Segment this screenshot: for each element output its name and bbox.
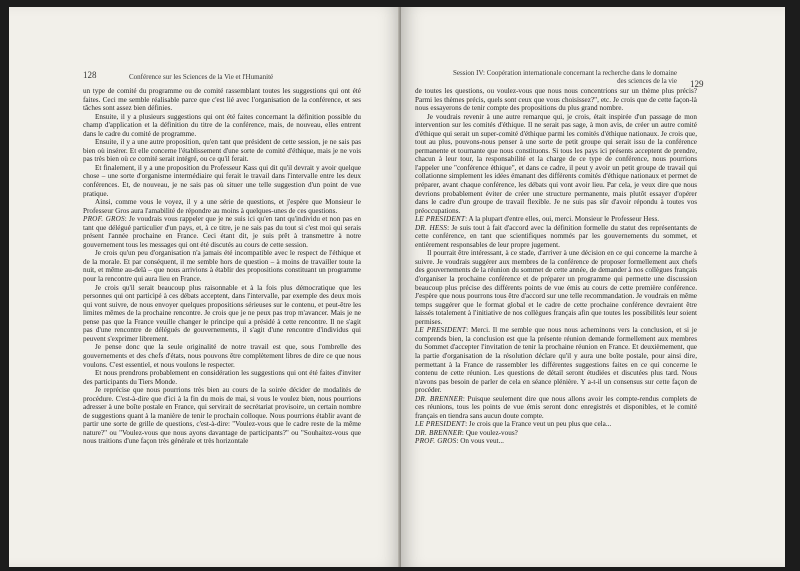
paragraph-text: de toutes les questions, ou voulez-vous que nous nous concentrions sur un thème plus précis? Parmi les thèmes précis, quels sont ceux que vous choisissez?", etc. Je crois que de cette façon-là nous essayerons de tenir compte des propositions du plus grand nombre.: [415, 87, 697, 113]
left-page: [9, 7, 401, 567]
paragraph-text: Je pense donc que la seule originalité de notre travail est que, sous l'ombrelle des gouvernements et des chefs d'états, nous pouvons être complètement libres de dire ce que nous voulons. C'est essentiel, et nous voulons le respecter.: [83, 343, 361, 369]
speaker-name: PROF. GROS: [415, 437, 457, 446]
paragraph: [83, 164, 361, 198]
right-body-text: [415, 87, 697, 446]
paragraph-text: Je suis tout à fait d'accord avec la définition formelle du statut des représentants de cette conférence, en tant que scientifiques nommés par les gouvernements du sommet, et entièrement responsables de leur propre jugement.: [415, 223, 697, 249]
right-running-head-line1: Session IV: Coopération internationale concernant la recherche dans le domaine: [453, 69, 677, 77]
paragraph-text: Ensuite, il y a une autre proposition, qu'en tant que président de cette session, je ne sais pas bien où insérer. Et elle concerne l'établissement d'une sorte de comité d'éthique, mais je ne vois pas très bien où ce comité serait intégré, ou ce qu'il ferait.: [83, 138, 361, 164]
right-page-number: 129: [690, 79, 704, 89]
left-running-head: Conférence sur les Sciences de la Vie et l'Humanité: [129, 73, 274, 81]
paragraph-text: Je voudrais revenir à une autre remarque qui, je crois, était inspirée d'un passage de mon intervention sur les comités d'éthique. Il ne serait pas sage, à mon avis, de créer un autre comité d'éthique qui serait un super-comité d'éthique parmi les comités d'éthique nationaux. Je crois que, tout au plus, pouvons-nous penser à une sorte de petit groupe qui serait issu de la conférence permanente et tournante que nous constituons. Si tous les pays ici présents acceptent de prendre, chacun à leur tour, la responsabilité et la charge de ce type de conférence, nous pourrions l'appeler une "conférence éthique", et dans ce cadre, il peut y avoir un petit groupe de travail qui collationne simplement les idées émanant des différents comités d'éthique nationaux et permet de préparer, avant chaque conférence, les débats qui vont avoir lieu. Par cela, je veux dire que nous devrions probablement éviter de créer une structure permanente, mais plutôt essayer d'opérer dans le cadre d'un groupe de travail flexible. Je ne suis pas sûr d'avoir répondu à toutes vos préoccupations.: [415, 112, 697, 215]
paragraph: [83, 138, 361, 164]
paragraph-text: Je crois qu'il serait beaucoup plus raisonnable et à la fois plus démocratique que les personnes qui ont participé à ces débats acceptent, dans l'intervalle, par exemple des deux mois qui vont suivre, de nous envoyer quelques propositions sérieuses sur le contenu, et peut-être les limites mêmes de la prochaine rencontre. Je crois que je ne peux pas trop m'avancer. Mais je ne pense pas que la France veuille changer le principe qui a présidé à cette rencontre. Il ne s'agit pas d'une rencontre de délégués de gouvernements, il s'agit d'une rencontre d'individus qui peuvent s'exprimer librement.: [83, 283, 361, 343]
paragraph-text: A la plupart d'entre elles, oui, merci. Monsieur le Professeur Hess.: [468, 215, 660, 224]
paragraph-text: Que voulez-vous?: [465, 428, 518, 437]
paragraph: PROF. GROS: On vous veut...: [415, 437, 504, 446]
paragraph: DR. HESS: Je suis tout à fait d'accord avec la définition formelle du statut des représentants de cette conférence, en tant que scientifiques nommés par les gouvernements du sommet, et entièrement responsables de leur propre jugement.: [415, 223, 697, 249]
right-running-head: [445, 70, 677, 85]
paragraph: LE PRESIDENT: Je crois que la France veut un peu plus que cela...: [415, 420, 612, 429]
paragraph-text: Je crois qu'un peu d'organisation n'a jamais été incompatible avec le respect de l'éthique et de la morale. Et par conséquent, il me semble hors de question – à moins de travailler toute la nuit, et même au-delà – que nous arrivions à établir des propositions constituant un programme pour la rencontre qui aura lieu en France.: [83, 249, 361, 284]
speaker-name: LE PRESIDENT: [415, 326, 467, 335]
paragraph: [415, 113, 697, 216]
paragraph: LE PRESIDENT: Merci. Il me semble que nous nous acheminons vers la conclusion, et si je comprends bien, la conclusion est que la présente réunion demande formellement aux membres du Sommet d'accepter l'invitation de tenir la prochaine réunion en France. Et deuxièmement, que la partie d'organisation de la résolution déclare qu'il y aura une boîte postale, pour ainsi dire, permettant à la France de rassembler les différentes suggestions faites en ce qui concerne le contenu de cette réunion. Les questions de détail seront étudiées et discutées plus tard. Nous n'avons pas besoin de parler de cela en séance plénière. Y a-t-il un consensus sur cette façon de procéder.: [415, 326, 697, 395]
left-page-number: 128: [83, 70, 97, 80]
paragraph: [83, 386, 361, 446]
paragraph: [83, 284, 361, 344]
paragraph-text: Puisque seulement dire que nous allons avoir les compte-rendus complets de ces réunions, tous les points de vue émis seront donc enregistrés et disponibles, et le comité français en tiendra sans aucun doute compte.: [415, 394, 697, 420]
paragraph: [83, 198, 361, 215]
paragraph: [415, 87, 697, 113]
paragraph: PROF. GROS: Je voudrais vous rappeler que je ne suis ici qu'en tant qu'individu et non pas en tant que délégué particulier d'un pays, et, à ce titre, je ne sais pas du tout si c'est moi qui serais présent l'année prochaine en France. Ceci étant dit, je suis prêt à transmettre à notre gouvernement tous les messages qui ont été discutés au cours de cette session.: [83, 215, 361, 249]
paragraph-text: On vous veut...: [460, 437, 504, 446]
paragraph-text: un type de comité du programme ou de comité rassemblant toutes les suggestions qui ont été faites. Ceci me semble réalisable parce que c'est lié avec l'organisation de la conférence, et ses tâches sont assez bien définies.: [83, 87, 361, 113]
paragraph-text: Il pourrait être intéressant, à ce stade, d'arriver à une décision en ce qui concerne la marche à suivre. Je voudrais suggérer aux membres de la conférence de proposer formellement aux chefs des gouvernements de la réunion du sommet de cette année, de demander à nos collègues français d'organiser la prochaine conférence et de préparer un programme qui permette une discussion beaucoup plus précise des différents points de vue émis au cours de cette première conférence. J'espère que nous pourrons tous être d'accord sur une telle recommandation. Je voudrais en même temps suggérer que le format global et le cadre de cette prochaine conférence devraient être laissés totalement à l'initiative de nos collègues français afin que toutes les possibilités leur soient permises.: [415, 249, 697, 326]
paragraph: [415, 249, 697, 326]
paragraph-text: Merci. Il me semble que nous nous acheminons vers la conclusion, et si je comprends bien, la conclusion est que la présente réunion demande formellement aux membres du Sommet d'accepter l'invitation de tenir la prochaine réunion en France. Et deuxièmement, que la partie d'organisation de la résolution déclare qu'il y aura une boîte postale, pour ainsi dire, permettant à la France de rassembler les différentes suggestions faites en ce qui concerne le contenu de cette réunion. Les questions de détail seront étudiées et discutées plus tard. Nous n'avons pas besoin de parler de cela en séance plénière. Y a-t-il un consensus sur cette façon de procéder.: [415, 326, 697, 395]
paragraph-text: Je voudrais vous rappeler que je ne suis ici qu'en tant qu'individu et non pas en tant que délégué particulier d'un pays, et, à ce titre, je ne sais pas du tout si c'est moi qui serais présent l'année prochaine en France. Ceci étant dit, je suis prêt à transmettre à notre gouvernement tous les messages qui ont été discutés au cours de cette session.: [83, 215, 361, 249]
paragraph: DR. BRENNER: Puisque seulement dire que nous allons avoir les compte-rendus complets de ces réunions, tous les points de vue émis seront donc enregistrés et disponibles, et le comité français en tiendra sans aucun doute compte.: [415, 394, 697, 420]
speaker-name: DR. HESS: [415, 223, 448, 232]
speaker-name: DR. BRENNER: [415, 428, 462, 437]
paragraph: [83, 369, 361, 386]
paragraph: DR. BRENNER: Que voulez-vous?: [415, 428, 518, 437]
right-running-head-line2: des sciences de la vie: [617, 76, 677, 85]
paragraph: [83, 113, 361, 139]
paragraph-text: Et nous prendrons probablement en considération les suggestions qui ont été faites d'inviter des participants du Tiers Monde.: [83, 369, 361, 386]
paragraph-text: Ensuite, il y a plusieurs suggestions qui ont été faites concernant la définition possible du champ d'application et la définition du titre de la conférence, mais, de nouveau, elles entrent dans le cadre du comité de programme.: [83, 112, 361, 138]
paragraph: LE PRESIDENT: A la plupart d'entre elles, oui, merci. Monsieur le Professeur Hess.: [415, 215, 660, 224]
paragraph-text: Et finalement, il y a une proposition du Professeur Kass qui dit qu'il devrait y avoir quelque chose – une sorte d'organisme intermédiaire qui ferait le travail dans l'intervalle entre les deux conférences. Et, de nouveau, je ne sais pas où situer une telle suggestion d'un point de vue pratique.: [83, 163, 361, 198]
right-page: [401, 7, 785, 567]
paragraph-text: Ainsi, comme vous le voyez, il y a une série de questions, et j'espère que Monsieur le Professeur Gros aura l'amabilité de répondre au moins à quelques-unes de ces questions.: [83, 198, 361, 215]
speaker-name: LE PRESIDENT: [415, 420, 466, 429]
paragraph: [83, 249, 361, 283]
speaker-name: DR. BRENNER: [415, 394, 463, 403]
speaker-name: PROF. GROS: [83, 215, 125, 224]
paragraph: [83, 87, 361, 113]
paragraph-text: Je reprécise que nous pourrions très bien au cours de la soirée décider de modalités de procédure. C'est-à-dire que d'ici à la fin du mois de mai, si vous le voulez bien, nous pourrions adresser à une boîte postale en France, qui servirait de secrétariat provisoire, un certain nombre de suggestions quant à la manière de tenir le prochain colloque. Nous pourrions établir avant de partir une sorte de grille de questions, c'est-à-dire: "Voulez-vous que le cadre reste de la même nature?" ou "Voulez-vous que nous ayons davantage de participants?" ou "Souhaitez-vous que nous traitions d'une façon très générale et très horizontale: [83, 386, 361, 446]
paragraph-text: Je crois que la France veut un peu plus que cela...: [468, 420, 612, 429]
paragraph: [83, 343, 361, 369]
left-body-text: [83, 87, 361, 446]
speaker-name: LE PRESIDENT: [415, 215, 466, 224]
